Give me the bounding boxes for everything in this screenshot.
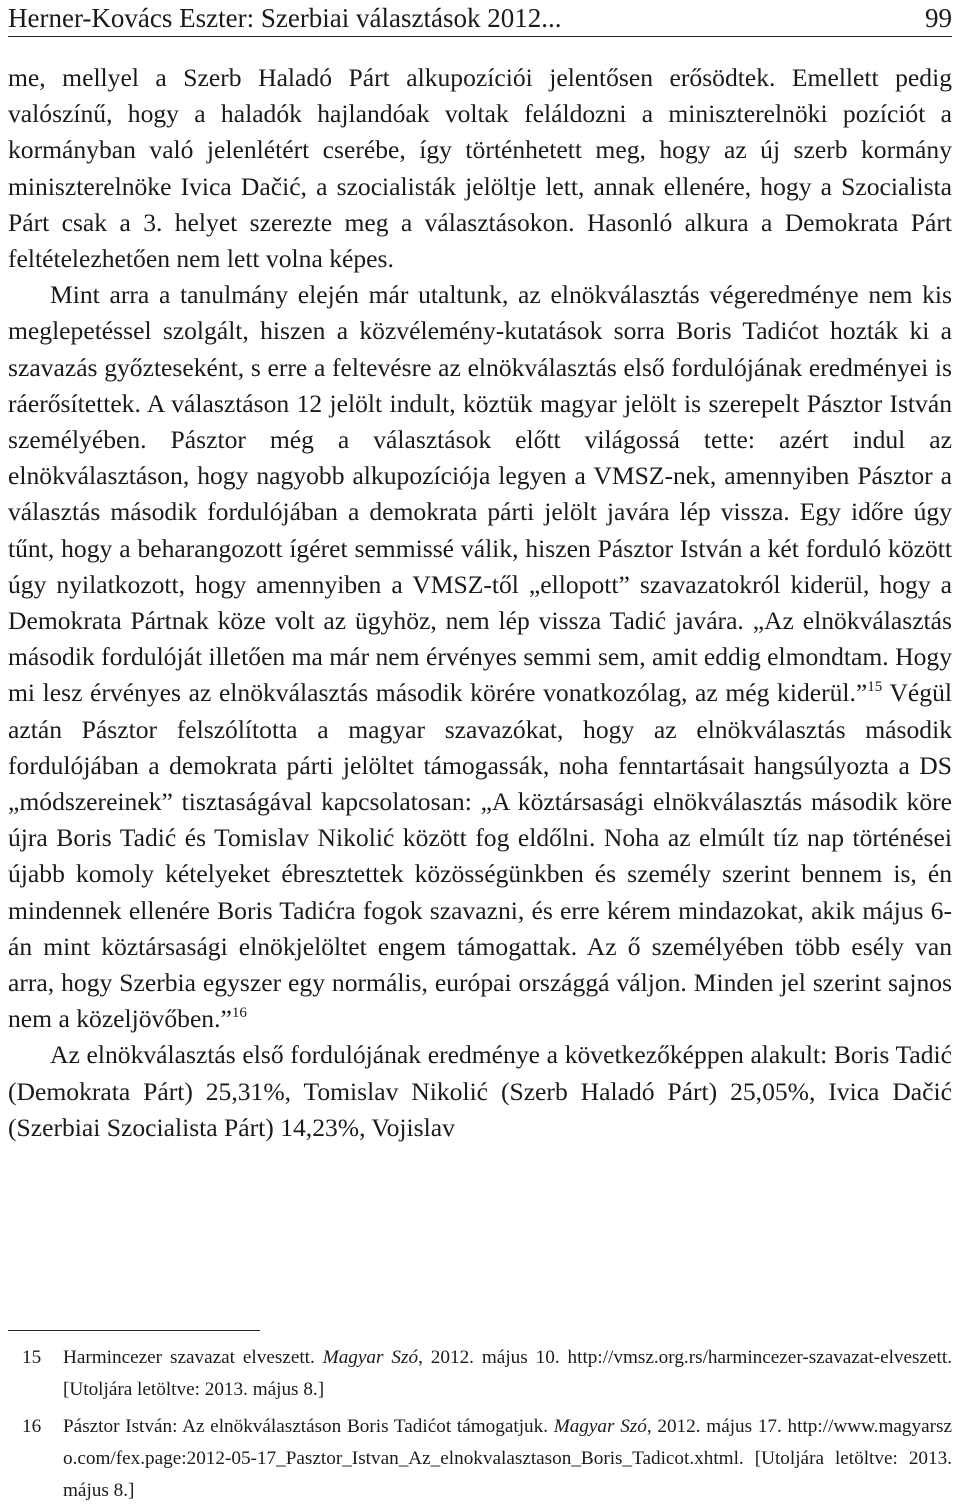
paragraph-1: me, mellyel a Szerb Haladó Párt alkupozíciói jelentősen erősödtek. Emellett pedig valószínű, hogy a haladók hajlandóak voltak feláldozni a miniszterelnöki pozíciót a kormányban való jelenlétért cserébe, így történhetett meg, hogy az új szerb kormány miniszterelnöke Ivica Dačić, a szocialisták jelöltje lett, annak ellenére, hogy a Szocialista Párt csak a 3. helyet szerezte meg a választásokon. Hasonló alkura a Demokrata Párt feltételezhetően nem lett volna képes. <box>8 63 952 274</box>
footnote-text: Harmincezer szavazat elveszett. <box>63 1347 323 1368</box>
footnote-source: Magyar Szó <box>553 1416 647 1437</box>
footnote-16 <box>8 1411 952 1507</box>
footnote-source: Magyar Szó <box>322 1347 419 1368</box>
footnote-url-text[interactable]: , 2012. május 17. http://www.magyarszo.com/fex.page:2012-05-17_Pasztor_Istvan_Az_elnokvalasztason_Boris_Tadicot.xhtml. [Utoljára letöltve: 2013. május 8.] <box>63 1416 952 1501</box>
page-number: 99 <box>925 3 952 33</box>
footnote-separator <box>8 1330 260 1331</box>
paragraph-3: Az elnökválasztás első fordulójának eredménye a következőképpen alakult: Boris Tadić (Demokrata Párt) 25,31%, Tomislav Nikolić (Szerb Haladó Párt) 25,05%, Ivica Dačić (Szerbiai Szocialista Párt) 14,23%, Vojislav <box>8 1040 952 1142</box>
paragraph-2 <box>8 277 952 1037</box>
footnote-number: 15 <box>22 1347 42 1368</box>
footnote-number: 16 <box>22 1416 42 1437</box>
footnote-ref-16[interactable]: 16 <box>231 1005 247 1022</box>
footnotes <box>8 1342 952 1512</box>
footnote-url-text[interactable]: , 2012. május 10. http://vmsz.org.rs/harmincezer-szavazat-elveszett. [Utoljára letöltve: 2013. május 8.] <box>63 1347 952 1400</box>
main-text <box>8 60 952 1146</box>
running-title: Herner-Kovács Eszter: Szerbiai választások 2012... <box>8 3 562 33</box>
footnote-15 <box>8 1342 952 1406</box>
running-header <box>8 0 952 37</box>
paragraph-2-part-1: Mint arra a tanulmány elején már utaltunk, az elnökválasztás végeredménye nem kis meglepetéssel szolgált, hiszen a közvélemény-kutatások sorra Boris Tadićot hozták ki a szavazás győzteseként, s erre a feltevésre az elnökválasztás első fordulójának eredményei is ráerősítettek. A választáson 12 jelölt indult, köztük magyar jelölt is szerepelt Pásztor István személyében. Pásztor még a választások előtt világossá tette: azért indul az elnökválasztáson, hogy nagyobb alkupozíciója legyen a VMSZ-nek, amennyiben Pásztor a választás második fordulójában a demokrata párti jelölt javára lép vissza. Egy időre úgy tűnt, hogy a beharangozott ígéret semmissé válik, hiszen Pásztor István a két forduló között úgy nyilatkozott, hogy amennyiben a VMSZ-től „ellopott” szavazatokról kiderül, hogy a Demokrata Pártnak köze volt az ügyhöz, nem lép vissza Tadić javára. „Az elnökválasztás második fordulóját illetően ma már nem érvényes semmi sem, amit eddig elmondtam. Hogy mi lesz érvényes az elnökválasztás második körére vonatkozólag, az még kiderül.” <box>8 280 952 708</box>
footnote-text: Pásztor István: Az elnökválasztáson Boris Tadićot támogatjuk. <box>63 1416 554 1437</box>
footnote-ref-15[interactable]: 15 <box>867 679 883 696</box>
paragraph-2-part-2: Végül aztán Pásztor felszólította a magyar szavazókat, hogy az elnökválasztás második fordulójában a demokrata párti jelöltet támogassák, noha fenntartásait hangsúlyozta a DS „módszereinek” tisztaságával kapcsolatosan: „A köztársasági elnökválasztás második köre újra Boris Tadić és Tomislav Nikolić között fog eldőlni. Noha az elmúlt tíz nap történései újabb komoly kételyeket ébresztettek közösségünkben és személy szerint bennem is, én mindennek ellenére Boris Tadićra fogok szavazni, és erre kérem mindazokat, akik május 6-án mint köztársasági elnökjelöltet engem támogattak. Az ő személyében több esély van arra, hogy Szerbia egyszer egy normális, európai országgá váljon. Minden jel szerint sajnos nem a közeljövőben.” <box>8 678 952 1034</box>
